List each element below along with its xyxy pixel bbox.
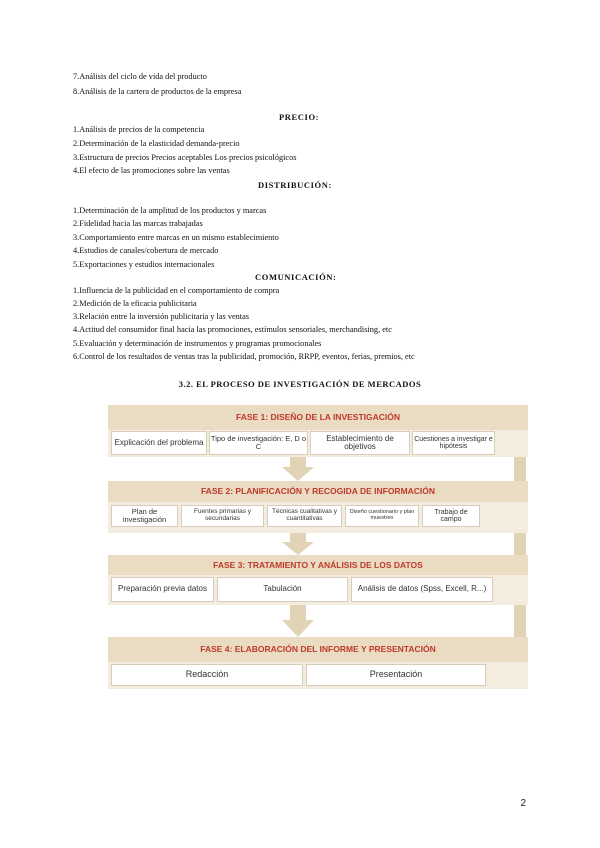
comunicacion-heading: COMUNICACIÓN: xyxy=(255,272,337,282)
producto-item-8: 8.Análisis de la cartera de productos de la empresa xyxy=(73,87,242,96)
precio-item: 3.Estructura de precios Precios aceptables Los precios psicológicos xyxy=(73,153,297,162)
phase-2-cell: Técnicas cualitativas y cuantitativas xyxy=(267,505,342,527)
phase-4-title: FASE 4: ELABORACIÓN DEL INFORME Y PRESENTACIÓN xyxy=(108,637,528,662)
phase-3 xyxy=(108,555,528,605)
down-arrow xyxy=(280,605,316,637)
phase-3-cell: Preparación previa datos xyxy=(111,577,214,602)
precio-heading: PRECIO: xyxy=(279,112,320,122)
comunicacion-item: 2.Medición de la eficacia publicitaria xyxy=(73,299,197,308)
page-number: 2 xyxy=(520,798,526,809)
distribucion-item: 2.Fidelidad hacia las marcas trabajadas xyxy=(73,219,203,228)
down-arrow xyxy=(280,457,316,481)
comunicacion-item: 5.Evaluación y determinación de instrumentos y programas promocionales xyxy=(73,339,322,348)
distribucion-item: 5.Exportaciones y estudios internacionales xyxy=(73,260,215,269)
precio-item: 1.Análisis de precios de la competencia xyxy=(73,125,205,134)
comunicacion-item: 6.Control de los resultados de ventas tras la publicidad, promoción, RRPP, eventos, ferias, premios, etc xyxy=(73,352,415,361)
phase-3-title: FASE 3: TRATAMIENTO Y ANÁLISIS DE LOS DATOS xyxy=(108,555,528,575)
phase-4-cell: Redacción xyxy=(111,664,303,686)
phase-2-cell: Fuentes primarias y secundarias xyxy=(181,505,264,527)
comunicacion-item: 3.Relación entre la inversión publicitaria y las ventas xyxy=(73,312,250,321)
phase-2-cell: Diseño cuestionario y plan muestreo xyxy=(345,505,419,527)
phase-2-title: FASE 2: PLANIFICACIÓN Y RECOGIDA DE INFORMACIÓN xyxy=(108,481,528,502)
distribucion-item: 4.Estudios de canales/cobertura de mercado xyxy=(73,246,219,255)
phase-1-cell: Tipo de investigación: E, D o C xyxy=(209,431,308,455)
phase-2-cell: Plan de investigación xyxy=(111,505,178,527)
phase-1-cell: Explicación del problema xyxy=(111,431,207,455)
phase-1-title: FASE 1: DISEÑO DE LA INVESTIGACIÓN xyxy=(108,405,528,430)
phase-2-cell: Trabajo de campo xyxy=(422,505,480,527)
section-title: 3.2. EL PROCESO DE INVESTIGACIÓN DE MERCADOS xyxy=(178,379,422,389)
phase-4 xyxy=(108,637,528,689)
distribucion-item: 3.Comportamiento entre marcas en un mismo establecimiento xyxy=(73,233,279,242)
phase-3-cell: Tabulación xyxy=(217,577,348,602)
down-arrow xyxy=(280,533,316,555)
comunicacion-item: 4.Actitud del consumidor final hacia las promociones, estímulos sensoriales, merchandising, etc xyxy=(73,325,392,334)
phase-2 xyxy=(108,481,528,533)
comunicacion-item: 1.Influencia de la publicidad en el comportamiento de compra xyxy=(73,286,280,295)
precio-item: 4.El efecto de las promociones sobre las ventas xyxy=(73,166,230,175)
phase-1-cell: Cuestiones a investigar e hipótesis xyxy=(412,431,495,455)
distribucion-item: 1.Determinación de la amplitud de los productos y marcas xyxy=(73,206,267,215)
distribucion-heading: DISTRIBUCIÓN: xyxy=(258,180,332,190)
phase-1 xyxy=(108,405,528,457)
producto-item-7: 7.Análisis del ciclo de vida del producto xyxy=(73,72,207,81)
phase-4-cell: Presentación xyxy=(306,664,486,686)
phase-1-cell: Establecimiento de objetivos xyxy=(310,431,410,455)
precio-item: 2.Determinación de la elasticidad demanda-precio xyxy=(73,139,240,148)
phase-3-cell: Análisis de datos (Spss, Excell, R...) xyxy=(351,577,493,602)
